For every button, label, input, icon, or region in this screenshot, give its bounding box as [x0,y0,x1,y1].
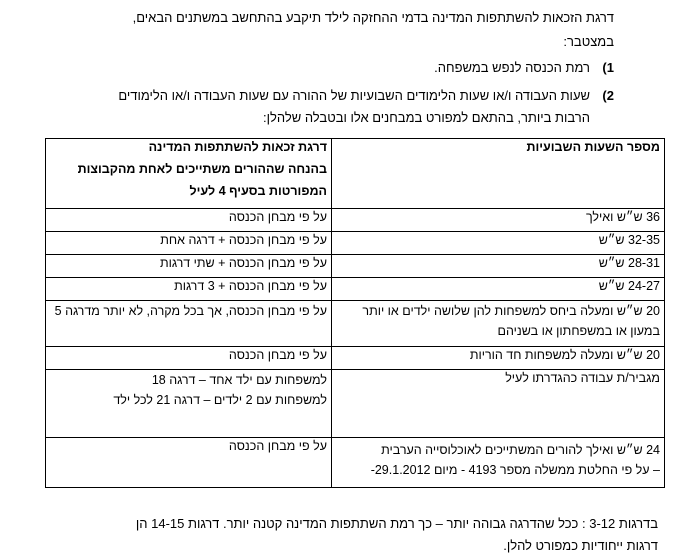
hours-cell: מגביר/ת עבודה כהגדרתו לעיל [332,370,665,438]
item-2-number: 2) [602,88,614,103]
level-cell: על פי מבחן הכנסה [46,438,332,488]
hours-cell [332,438,665,488]
hours-cell: 24-27 ש״ש [332,278,665,301]
eligibility-table [45,138,665,488]
table-row [46,278,665,301]
level-cell: על פי מבחן הכנסה + 3 דרגות [46,278,332,301]
hours-line-2: – על פי החלטת ממשלה מספר 4193 - מיום 29.1.2012- [370,463,660,477]
table-row [46,255,665,278]
hours-cell: 20 ש״ש ומעלה ביחס למשפחות להן שלושה ילדים או יותר במעון או במשפחתון או בשניהם [332,301,665,347]
level-cell [46,370,332,438]
level-line-1: למשפחות עם ילד אחד – דרגה 18 [151,373,327,387]
level-cell: על פי מבחן הכנסה + דרגה אחת [46,232,332,255]
table-row [46,209,665,232]
footer-line-1: בדרגות 3-12 : ככל שהדרגה גבוהה יותר – כך רמת השתתפות המדינה קטנה יותר. דרגות 14-15 הן [135,516,658,531]
level-cell: על פי מבחן הכנסה [46,209,332,232]
level-cell: על פי מבחן הכנסה + שתי דרגות [46,255,332,278]
item-2-text-line-1: שעות העבודה ו/או שעות הלימודים השבועיות של ההורה עם שעות העבודה ו/או הלימודים [118,88,590,103]
item-2-text-line-2: הרבות ביותר, בהתאם למפורט במבחנים אלו ובטבלה שלהלן: [262,110,590,125]
header-level-line-1: דרגת זכאות להשתתפות המדינה [148,140,327,154]
intro-line-1: דרגת הזכאות להשתתפות המדינה בדמי ההחזקה לילד תיקבע בהתחשב במשתנים הבאים, [132,10,614,25]
table-header-row [46,139,665,209]
level-cell: על פי מבחן הכנסה [46,347,332,370]
hours-cell: 28-31 ש״ש [332,255,665,278]
level-cell: על פי מבחן הכנסה, אך בכל מקרה, לא יותר מדרגה 5 [46,301,332,347]
hours-cell: 20 ש״ש ומעלה למשפחות חד הוריות [332,347,665,370]
table-row [46,438,665,488]
item-1-number: 1) [602,60,614,75]
header-level [46,139,332,209]
table-row [46,347,665,370]
hours-line-1: 24 ש״ש ואילך להורים המשתייכים לאוכלוסייה הערבית [381,443,660,457]
table-row [46,301,665,347]
header-hours: מספר השעות השבועיות [332,139,665,209]
item-1-text: רמת הכנסה לנפש במשפחה. [434,60,590,75]
hours-cell: 32-35 ש״ש [332,232,665,255]
table-row [46,232,665,255]
table-row [46,370,665,438]
level-line-2: למשפחות עם 2 ילדים – דרגה 21 לכל ילד [113,393,327,407]
header-level-line-2: בהנחה שההורים משתייכים לאחת מהקבוצות [77,162,327,176]
header-level-line-3: המפורטות בסעיף 4 לעיל [189,184,327,198]
hours-cell: 36 ש״ש ואילך [332,209,665,232]
footer-line-2: דרגות ייחודיות כמפורט להלן. [503,538,658,553]
intro-line-2: במצטבר: [563,34,614,49]
